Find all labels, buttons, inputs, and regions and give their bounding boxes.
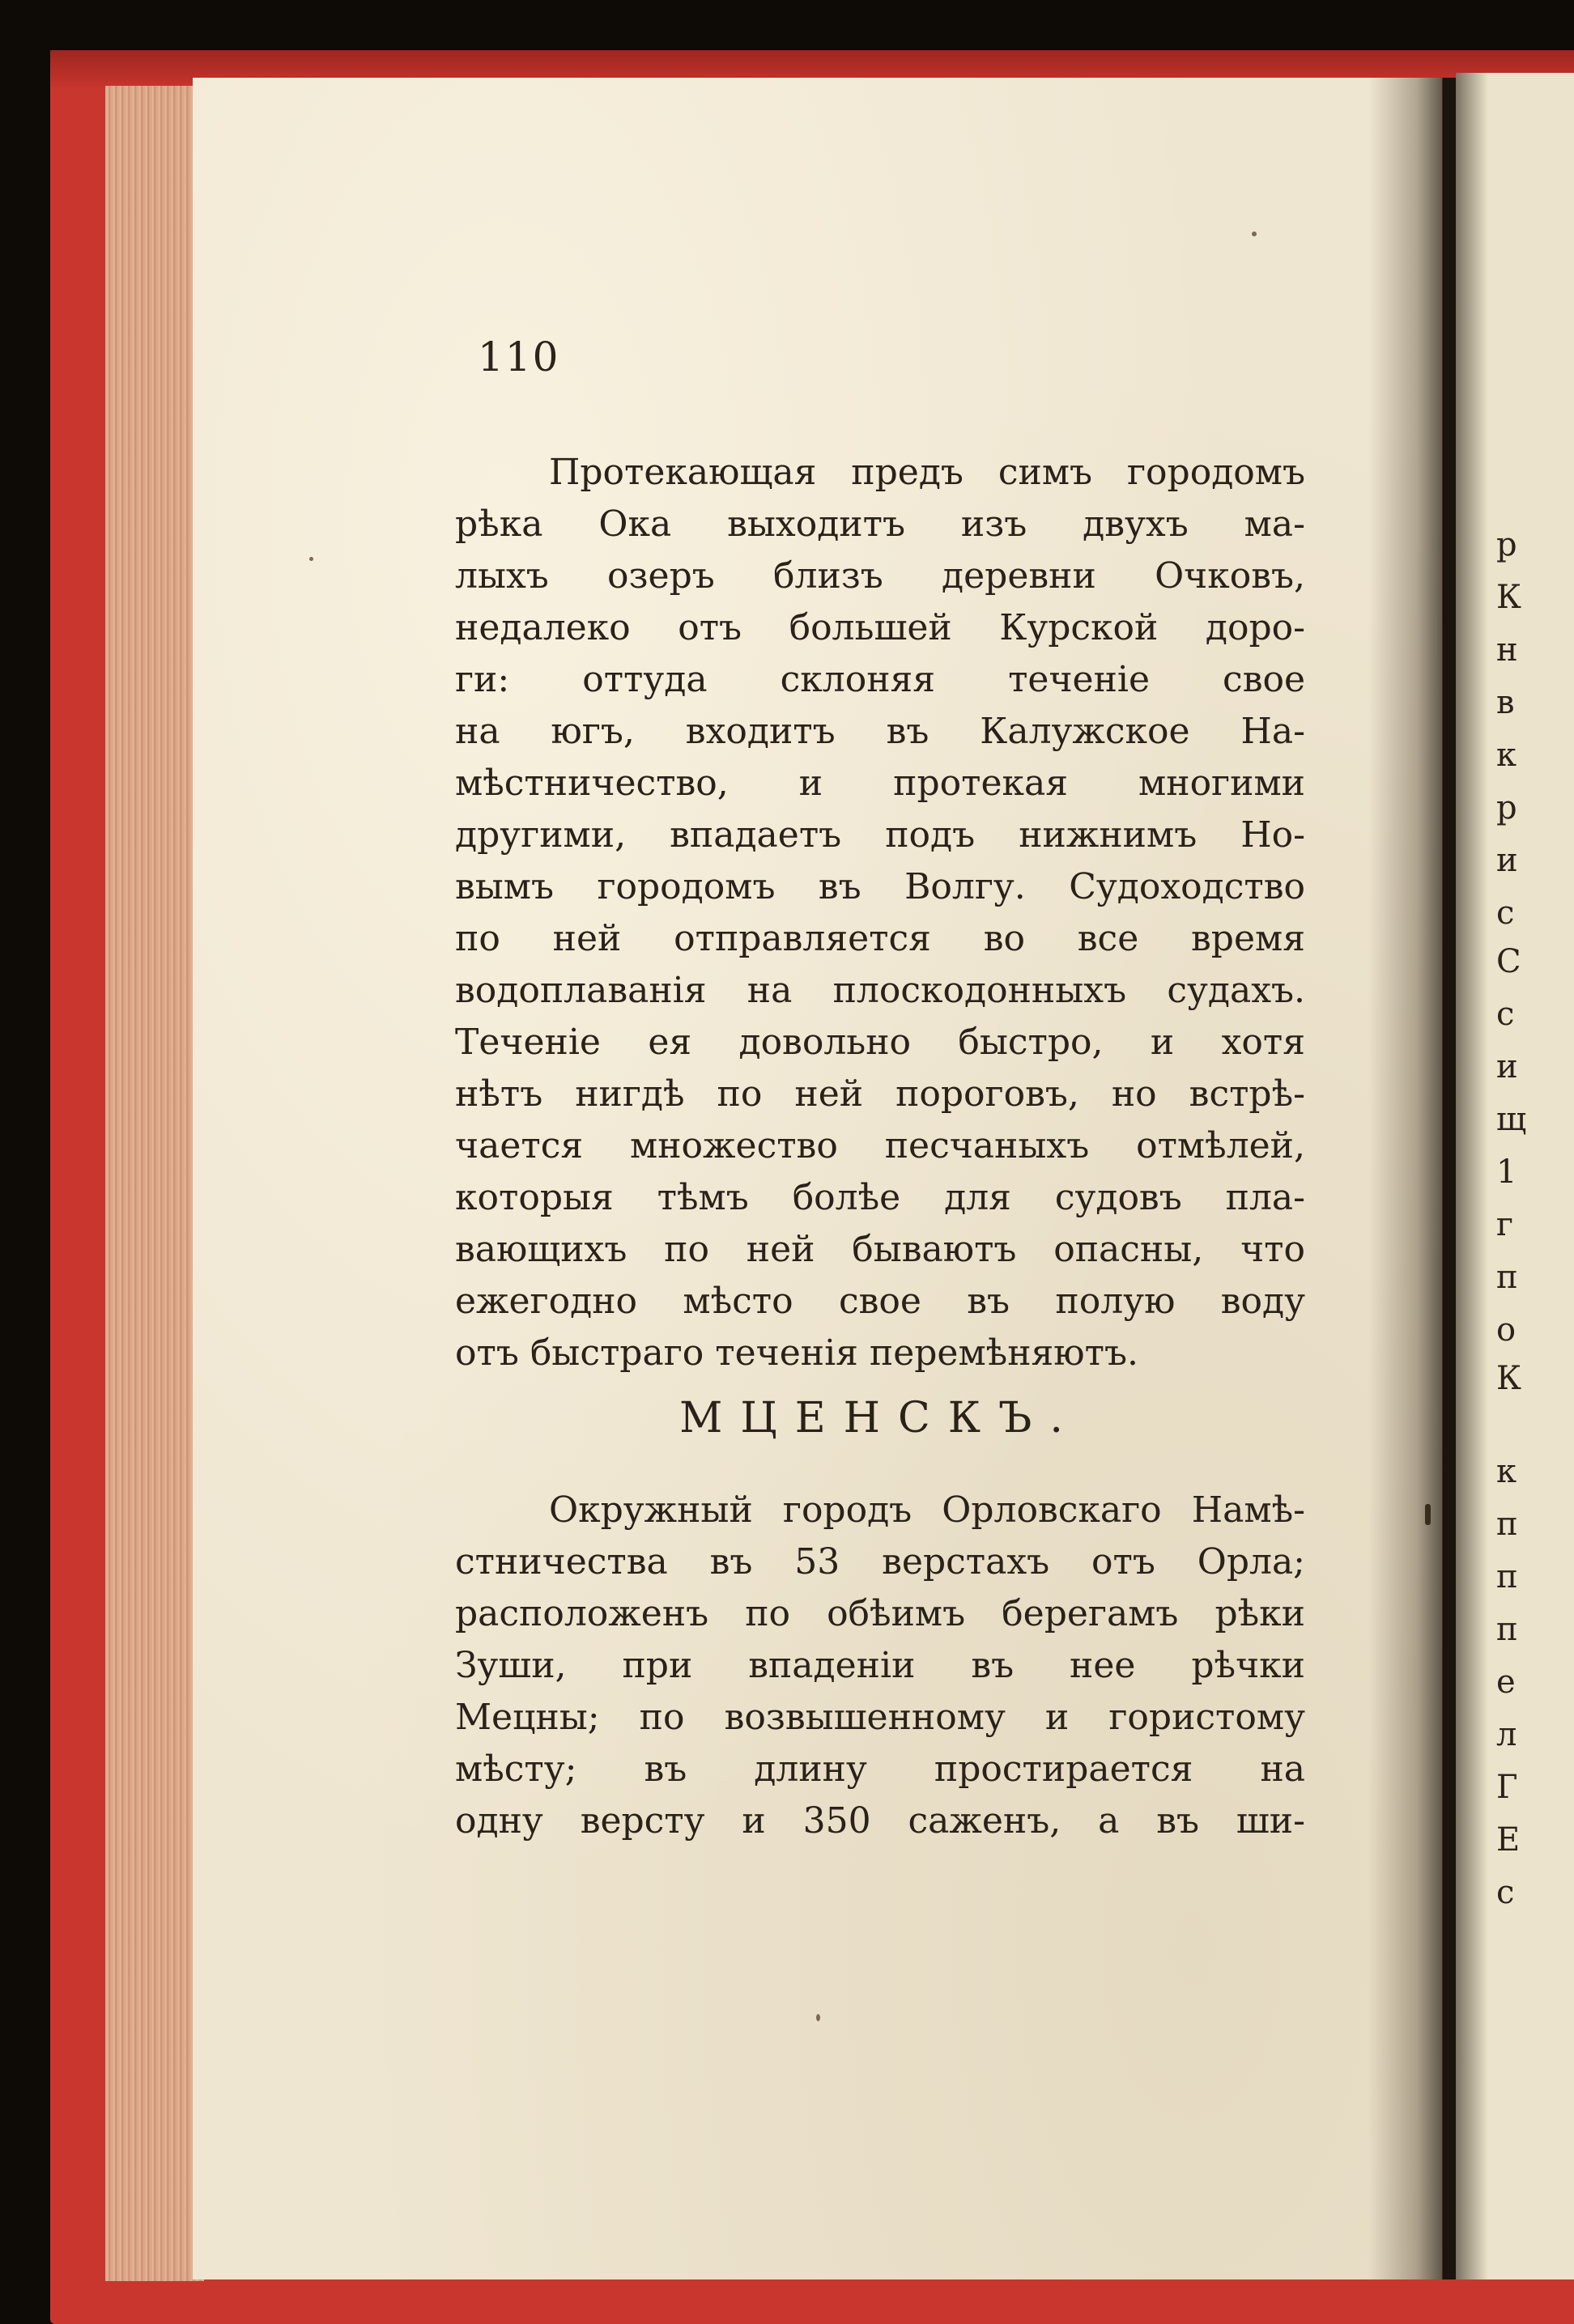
facing-page-fragment: п xyxy=(1496,1259,1518,1296)
text-line: лыхъ озеръ близъ деревни Очковъ, xyxy=(455,555,1305,597)
text-line: мѣстничество, и протекая многими xyxy=(455,763,1305,804)
facing-page-fragment: к xyxy=(1496,737,1517,774)
facing-page-fragment: с xyxy=(1496,996,1515,1033)
text-line: недалеко отъ большей Курской доро- xyxy=(455,607,1305,648)
facing-page-fragment: С xyxy=(1496,943,1521,980)
facing-page-fragment: 1 xyxy=(1496,1154,1517,1191)
facing-page-fragment: щ xyxy=(1496,1101,1527,1138)
facing-page-fragment: л xyxy=(1496,1716,1517,1753)
facing-page-fragment: р xyxy=(1496,789,1517,826)
text-line: ежегодно мѣсто свое въ полую воду xyxy=(455,1281,1305,1322)
facing-page-fragment: в xyxy=(1496,684,1515,721)
text-line: рѣка Ока выходитъ изъ двухъ ма- xyxy=(455,503,1305,545)
text-line: расположенъ по обѣимъ берегамъ рѣки xyxy=(455,1593,1305,1634)
paper-speck xyxy=(1425,1504,1431,1525)
facing-page-fragment: К xyxy=(1496,1360,1521,1397)
text-line: ги: оттуда склоняя теченіе свое xyxy=(455,659,1305,700)
text-line: Мецны; по возвышенному и гористому xyxy=(455,1697,1305,1738)
text-line: которыя тѣмъ болѣе для судовъ пла- xyxy=(455,1177,1305,1218)
facing-page-fragment: к xyxy=(1496,1453,1517,1490)
page-block-edge xyxy=(105,86,204,2281)
text-line: одну версту и 350 саженъ, а въ ши- xyxy=(455,1800,1305,1842)
text-line: Теченіе ея довольно быстро, и хотя xyxy=(455,1022,1305,1063)
facing-page-fragment: Е xyxy=(1496,1821,1521,1859)
paper-speck xyxy=(1252,232,1257,236)
facing-page-fragment: п xyxy=(1496,1506,1518,1543)
text-line: нѣтъ нигдѣ по ней пороговъ, но встрѣ- xyxy=(455,1073,1305,1115)
text-line: отъ быстраго теченія перемѣняютъ. xyxy=(455,1332,1138,1374)
section-heading: МЦЕНСКЪ. xyxy=(679,1394,1081,1442)
facing-page-fragment: с xyxy=(1496,894,1515,932)
text-line: водоплаванія на плоскодонныхъ судахъ. xyxy=(455,970,1305,1011)
facing-page-fragment: п xyxy=(1496,1611,1518,1648)
text-line: вымъ городомъ въ Волгу. Судоходство xyxy=(455,866,1305,907)
facing-page-fragment: г xyxy=(1496,1206,1513,1243)
facing-page-fragment: н xyxy=(1496,631,1518,669)
page-number: 110 xyxy=(478,334,560,380)
facing-page-shadow xyxy=(1456,73,1488,2279)
facing-page-fragment: и xyxy=(1496,1048,1518,1086)
text-line: чается множество песчаныхъ отмѣлей, xyxy=(455,1125,1305,1166)
page-gutter-shadow xyxy=(1368,78,1449,2279)
paper-speck xyxy=(309,557,313,561)
text-line: стничества въ 53 верстахъ отъ Орла; xyxy=(455,1541,1305,1583)
facing-page-fragment: Г xyxy=(1496,1769,1518,1806)
text-line: на югъ, входитъ въ Калужское На- xyxy=(455,711,1305,752)
paper-speck xyxy=(816,2014,820,2021)
text-line: мѣсту; въ длину простирается на xyxy=(455,1748,1305,1790)
text-line: по ней отправляется во все время xyxy=(455,918,1305,959)
facing-page-fragment: е xyxy=(1496,1663,1516,1701)
facing-page-fragment: и xyxy=(1496,842,1518,879)
facing-page-fragment: п xyxy=(1496,1558,1518,1595)
text-line: Протекающая предъ симъ городомъ xyxy=(549,452,1305,493)
facing-page-fragment: с xyxy=(1496,1874,1515,1911)
facing-page-fragment: о xyxy=(1496,1311,1517,1349)
text-line: Зуши, при впаденіи въ нее рѣчки xyxy=(455,1645,1305,1686)
facing-page-fragment: р xyxy=(1496,526,1517,563)
text-line: другими, впадаетъ подъ нижнимъ Но- xyxy=(455,814,1305,856)
facing-page-fragment: К xyxy=(1496,579,1521,616)
text-line: Окружный городъ Орловскаго Намѣ- xyxy=(549,1489,1305,1531)
book-spine xyxy=(1443,78,1456,2279)
text-line: вающихъ по ней бываютъ опасны, что xyxy=(455,1229,1305,1270)
